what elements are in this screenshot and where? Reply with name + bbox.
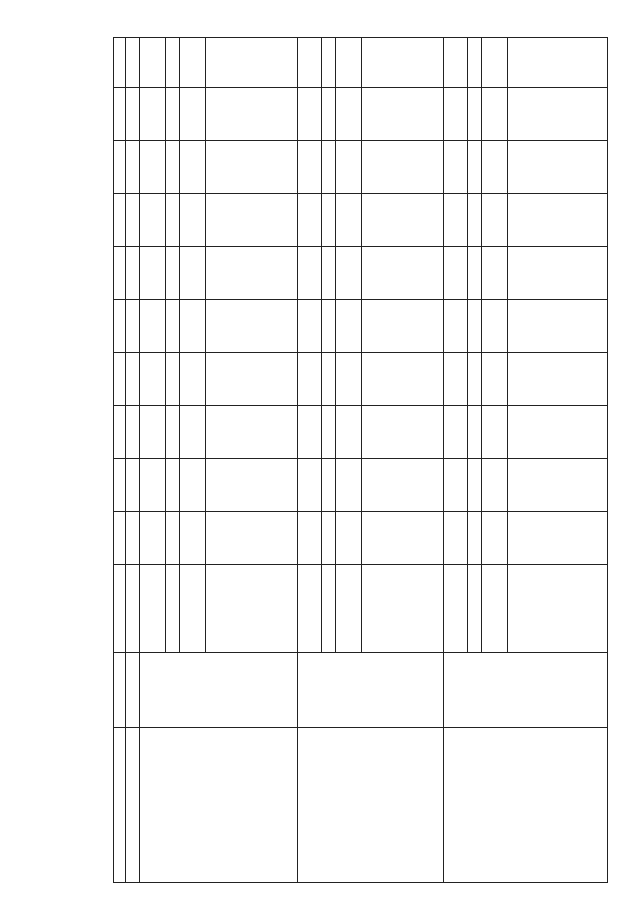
column-header	[114, 88, 126, 141]
value-cell	[140, 353, 166, 406]
value-cell	[444, 459, 468, 512]
value-cell	[362, 141, 444, 194]
rotated-table-container	[113, 38, 603, 883]
value-cell	[206, 406, 298, 459]
value-cell	[508, 406, 608, 459]
value-cell	[140, 141, 166, 194]
value-cell	[336, 459, 362, 512]
empty-cell	[126, 653, 140, 728]
column-header	[114, 38, 126, 88]
value-cell	[180, 141, 206, 194]
value-cell	[298, 353, 322, 406]
value-cell	[336, 300, 362, 353]
value-cell	[322, 38, 336, 88]
value-cell	[468, 38, 482, 88]
value-cell	[508, 88, 608, 141]
value-cell	[362, 247, 444, 300]
value-cell	[336, 38, 362, 88]
value-cell	[468, 194, 482, 247]
column-header	[114, 512, 126, 565]
value-cell	[482, 459, 508, 512]
empty-cell	[126, 88, 140, 141]
value-cell	[482, 247, 508, 300]
value-cell	[180, 353, 206, 406]
value-cell	[322, 247, 336, 300]
value-cell	[298, 38, 322, 88]
value-cell	[180, 88, 206, 141]
source-cell	[166, 565, 180, 653]
executor-cell	[140, 653, 298, 728]
value-cell	[336, 88, 362, 141]
value-cell	[322, 300, 336, 353]
value-cell	[166, 194, 180, 247]
value-cell	[336, 141, 362, 194]
value-cell	[362, 353, 444, 406]
table-row	[444, 38, 468, 883]
value-cell	[336, 406, 362, 459]
value-cell	[362, 88, 444, 141]
value-cell	[298, 88, 322, 141]
value-cell	[444, 353, 468, 406]
value-cell	[444, 406, 468, 459]
value-cell	[362, 38, 444, 88]
value-cell	[140, 38, 166, 88]
value-cell	[206, 88, 298, 141]
value-cell	[482, 300, 508, 353]
value-cell	[444, 247, 468, 300]
value-cell	[468, 353, 482, 406]
source-cell	[468, 565, 482, 653]
value-cell	[180, 300, 206, 353]
value-cell	[444, 300, 468, 353]
value-cell	[180, 38, 206, 88]
value-cell	[508, 512, 608, 565]
value-cell	[444, 88, 468, 141]
value-cell	[298, 247, 322, 300]
value-cell	[166, 512, 180, 565]
value-cell	[298, 141, 322, 194]
measure-title	[298, 728, 444, 883]
value-cell	[508, 459, 608, 512]
column-header	[114, 728, 126, 883]
empty-cell	[126, 300, 140, 353]
value-cell	[180, 459, 206, 512]
value-cell	[322, 194, 336, 247]
value-cell	[206, 300, 298, 353]
value-cell	[336, 194, 362, 247]
value-cell	[468, 247, 482, 300]
column-header	[114, 194, 126, 247]
value-cell	[206, 38, 298, 88]
value-cell	[468, 512, 482, 565]
value-cell	[166, 141, 180, 194]
value-cell	[140, 512, 166, 565]
value-cell	[482, 141, 508, 194]
value-cell	[140, 406, 166, 459]
value-cell	[468, 141, 482, 194]
value-cell	[166, 406, 180, 459]
value-cell	[362, 406, 444, 459]
value-cell	[206, 247, 298, 300]
value-cell	[336, 247, 362, 300]
measure-title	[140, 728, 298, 883]
empty-cell	[126, 353, 140, 406]
value-cell	[166, 459, 180, 512]
value-cell	[166, 247, 180, 300]
table-row	[298, 38, 322, 883]
column-header	[114, 459, 126, 512]
value-cell	[482, 512, 508, 565]
value-cell	[482, 38, 508, 88]
source-cell	[180, 565, 206, 653]
column-header	[114, 300, 126, 353]
value-cell	[322, 512, 336, 565]
source-cell	[482, 565, 508, 653]
value-cell	[206, 194, 298, 247]
value-cell	[206, 353, 298, 406]
value-cell	[336, 353, 362, 406]
value-cell	[362, 194, 444, 247]
source-cell	[508, 565, 608, 653]
value-cell	[508, 247, 608, 300]
value-cell	[322, 353, 336, 406]
empty-cell	[126, 141, 140, 194]
source-cell	[444, 565, 468, 653]
value-cell	[298, 300, 322, 353]
value-cell	[362, 300, 444, 353]
value-cell	[322, 406, 336, 459]
value-cell	[468, 459, 482, 512]
value-cell	[322, 459, 336, 512]
value-cell	[482, 88, 508, 141]
value-cell	[362, 459, 444, 512]
empty-cell	[126, 512, 140, 565]
column-header	[114, 247, 126, 300]
value-cell	[166, 353, 180, 406]
budget-table	[113, 37, 608, 883]
empty-cell	[126, 247, 140, 300]
measure-title	[444, 728, 608, 883]
executor-cell	[444, 653, 608, 728]
value-cell	[322, 141, 336, 194]
value-cell	[482, 406, 508, 459]
value-cell	[140, 459, 166, 512]
value-cell	[468, 300, 482, 353]
source-cell	[206, 565, 298, 653]
value-cell	[298, 459, 322, 512]
value-cell	[166, 38, 180, 88]
value-cell	[482, 194, 508, 247]
value-cell	[140, 247, 166, 300]
value-cell	[140, 194, 166, 247]
value-cell	[166, 300, 180, 353]
source-cell	[322, 565, 336, 653]
value-cell	[508, 141, 608, 194]
value-cell	[468, 406, 482, 459]
value-cell	[180, 512, 206, 565]
value-cell	[444, 512, 468, 565]
value-cell	[180, 194, 206, 247]
empty-cell	[126, 406, 140, 459]
source-cell	[336, 565, 362, 653]
value-cell	[362, 512, 444, 565]
value-cell	[206, 512, 298, 565]
value-cell	[482, 353, 508, 406]
value-cell	[180, 247, 206, 300]
table-row	[140, 38, 166, 883]
value-cell	[336, 512, 362, 565]
source-cell	[140, 565, 166, 653]
value-cell	[298, 194, 322, 247]
value-cell	[508, 300, 608, 353]
executor-cell	[298, 653, 444, 728]
value-cell	[444, 141, 468, 194]
value-cell	[180, 406, 206, 459]
column-header	[114, 565, 126, 653]
value-cell	[298, 406, 322, 459]
value-cell	[468, 88, 482, 141]
continuation-row	[126, 38, 140, 883]
source-cell	[362, 565, 444, 653]
column-header	[114, 353, 126, 406]
value-cell	[140, 88, 166, 141]
column-header	[114, 653, 126, 728]
empty-cell	[126, 459, 140, 512]
value-cell	[140, 300, 166, 353]
value-cell	[508, 194, 608, 247]
column-header	[114, 141, 126, 194]
value-cell	[444, 38, 468, 88]
value-cell	[508, 38, 608, 88]
column-number-row	[114, 38, 126, 883]
source-cell	[126, 565, 140, 653]
value-cell	[444, 194, 468, 247]
column-header	[114, 406, 126, 459]
empty-cell	[126, 728, 140, 883]
value-cell	[206, 141, 298, 194]
value-cell	[322, 88, 336, 141]
value-cell	[298, 512, 322, 565]
value-cell	[508, 353, 608, 406]
source-cell	[298, 565, 322, 653]
empty-cell	[126, 38, 140, 88]
value-cell	[166, 88, 180, 141]
empty-cell	[126, 194, 140, 247]
value-cell	[206, 459, 298, 512]
